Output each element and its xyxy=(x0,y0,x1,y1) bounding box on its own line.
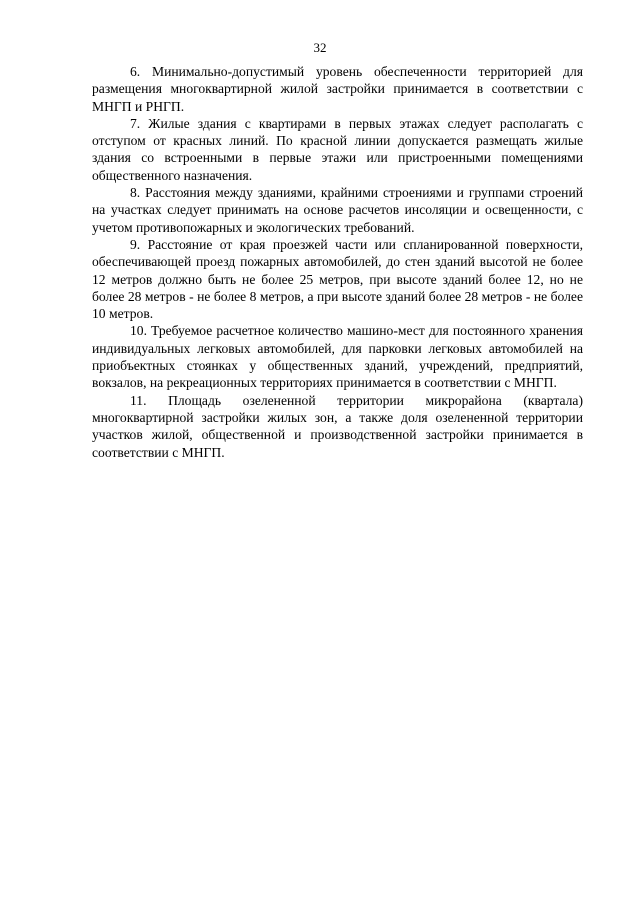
paragraph-item-9: 9. Расстояние от края проезжей части или спланированной поверхности, обеспечивающей проезд пожарных автомобилей, до стен зданий высотой не более 12 метров должно быть не более 25 метров, при высоте зданий более 12, но не более 28 метров - не более 8 метров, а при высоте зданий более 28 метров - не более 10 метров. xyxy=(92,236,583,322)
paragraph-item-11: 11. Площадь озелененной территории микрорайона (квартала) многоквартирной застройки жилых зон, а также доля озелененной территории участков жилой, общественной и производственной застройки принимается в соответствии с МНГП. xyxy=(92,392,583,460)
page-number: 32 xyxy=(313,40,327,55)
paragraph-item-8: 8. Расстояния между зданиями, крайними строениями и группами строений на участках следует принимать на основе расчетов инсоляции и освещенности, с учетом противопожарных и экологических требований. xyxy=(92,185,583,235)
paragraph-item-10: 10. Требуемое расчетное количество машино-мест для постоянного хранения индивидуальных легковых автомобилей, для парковки легковых автомобилей на приобъектных стоянках у общественных зданий, учреждений, предприятий, вокзалов, на рекреационных территориях принимается в соответствии с МНГП. xyxy=(92,323,583,391)
paragraph-item-6: 6. Минимально-допустимый уровень обеспеченности территорией для размещения многоквартирной жилой застройки принимается в соответствии с МНГП и РНГП. xyxy=(92,64,583,114)
paragraph-item-7: 7. Жилые здания с квартирами в первых этажах следует располагать с отступом от красных линий. По красной линии допускается размещать жилые здания со встроенными в первые этажи или пристроенными помещениями общественного назначения. xyxy=(92,115,583,183)
document-body xyxy=(92,63,583,461)
